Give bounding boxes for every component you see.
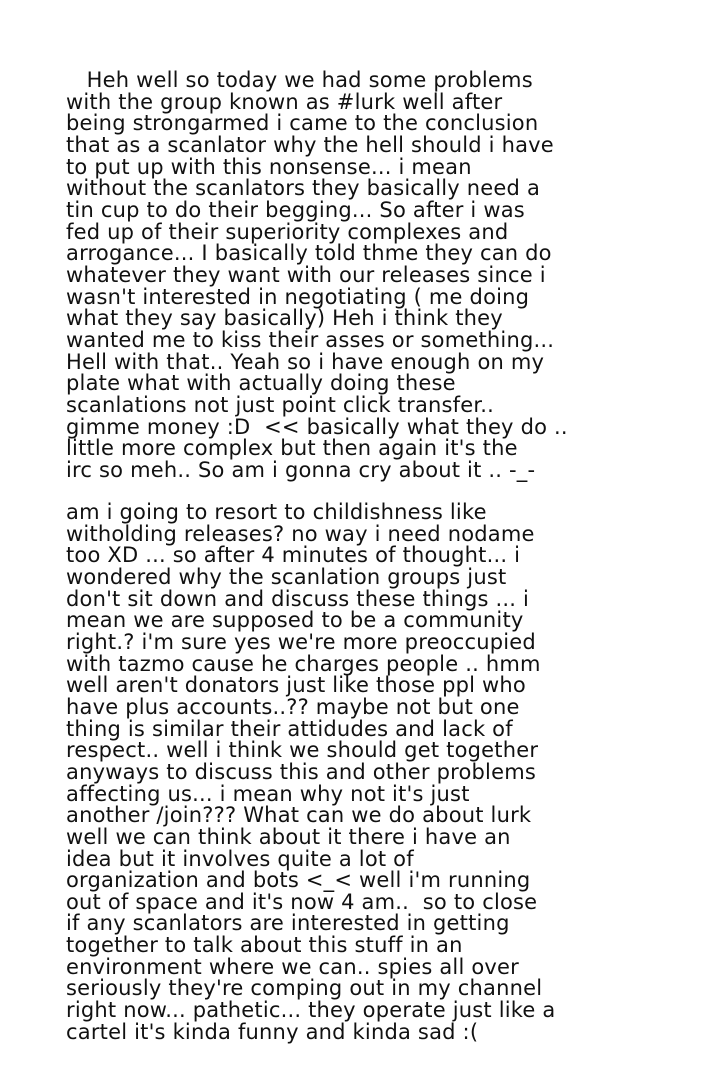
text-line: anyways to discuss this and other problems <box>66 759 536 784</box>
text-line: out of space and it's now 4 am.. so to close <box>66 889 538 914</box>
text-line: Heh well so today we had some problems <box>66 68 533 92</box>
text-line: don't sit down and discuss these things ... i <box>66 586 530 611</box>
text-line: tin cup to do their begging... So after i was <box>66 197 525 222</box>
paragraph-2 <box>66 502 666 1043</box>
text-line: wasn't interested in negotiating ( me doing <box>66 284 530 309</box>
text-line: idea but it involves quite a lot of <box>66 846 414 871</box>
text-line: wanted me to kiss their asses or something... <box>66 327 555 352</box>
text-line: with the group known as #lurk well after <box>66 89 503 114</box>
text-line: without the scanlators they basically need a <box>66 176 541 201</box>
text-line: seriously they're comping out in my channel <box>66 976 543 1001</box>
text-line: have plus accounts..?? maybe not but one <box>66 694 520 719</box>
text-line: thing is similar their attidudes and lack of <box>66 716 513 741</box>
text-line: to put up with this nonsense... i mean <box>66 154 472 179</box>
text-line: well we can think about it there i have an <box>66 824 511 849</box>
text-line: scanlations not just point click transfer.. <box>66 392 495 417</box>
text-line: what they say basically) Heh i think they <box>66 306 503 331</box>
text-line: right.? i'm sure yes we're more preoccupied <box>66 629 536 654</box>
text-line: too XD ... so after 4 minutes of thought... i <box>66 543 521 568</box>
text-line: arrogance... I basically told thme they can do <box>66 241 552 266</box>
text-line: gimme money :D << basically what they do .. <box>66 414 568 439</box>
text-line: well aren't donators just like those ppl who <box>66 673 526 698</box>
text-line: Hell with that.. Yeah so i have enough on my <box>66 349 545 374</box>
text-line: plate what with actually doing these <box>66 371 456 396</box>
text-line: another /join??? What can we do about lurk <box>66 803 532 828</box>
text-line: together to talk about this stuff in an <box>66 933 463 958</box>
text-line: with tazmo cause he charges people .. hmm <box>66 651 541 676</box>
text-line: irc so meh.. So am i gonna cry about it .. -_- <box>66 457 536 482</box>
text-line: witholding releases? no way i need nodame <box>66 521 535 546</box>
text-line: am i going to resort to childishness like <box>66 500 487 524</box>
text-line: organization and bots <_< well i'm running <box>66 868 531 893</box>
text-line: that as a scanlator why the hell should i have <box>66 132 554 157</box>
text-line: fed up of their superiority complexes and <box>66 219 509 244</box>
text-line: affecting us... i mean why not it's just <box>66 781 470 806</box>
text-line: right now... pathetic... they operate just like a <box>66 998 556 1023</box>
text-line: if any scanlators are interested in getting <box>66 911 510 936</box>
text-line: whatever they want with our releases since i <box>66 262 546 287</box>
text-line: little more complex but then again it's the <box>66 436 518 461</box>
text-line: environment where we can.. spies all over <box>66 954 519 979</box>
paragraph-1 <box>66 70 666 481</box>
text-line: cartel it's kinda funny and kinda sad :( <box>66 1019 479 1044</box>
text-line: wondered why the scanlation groups just <box>66 564 507 589</box>
text-line: mean we are supposed to be a community <box>66 608 524 633</box>
text-line: respect.. well i think we should get together <box>66 738 539 763</box>
text-line: being strongarmed i came to the conclusion <box>66 111 539 136</box>
